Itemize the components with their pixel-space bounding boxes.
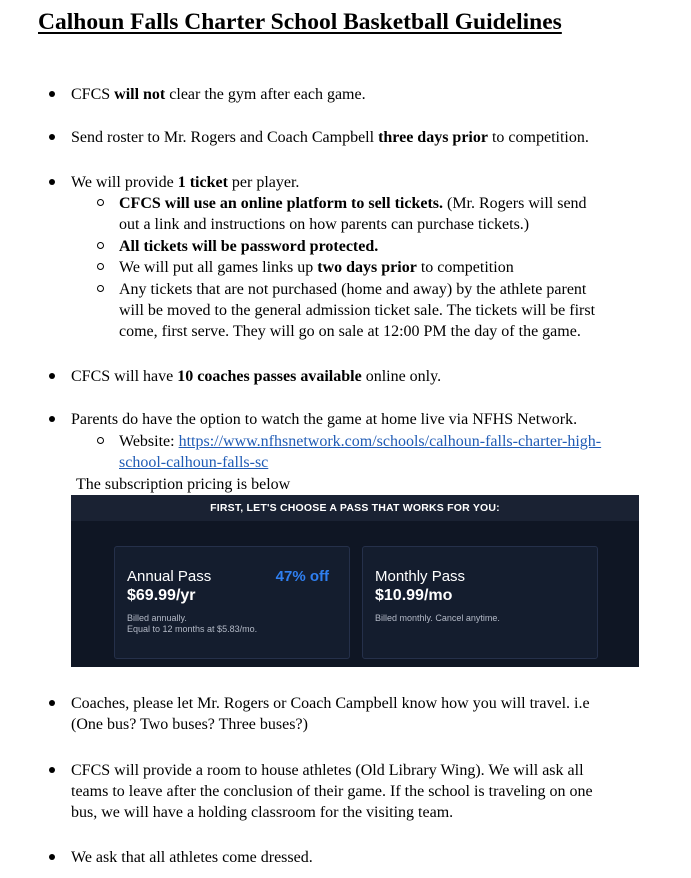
bullet-dot: [49, 854, 55, 860]
pricing-banner: [71, 495, 639, 667]
sub-online-platform: CFCS will use an online platform to sell tickets. (Mr. Rogers will send: [119, 195, 587, 212]
sub-unpurchased-cont: come, first serve. They will go on sale at 12:00 PM the day of the game.: [119, 323, 581, 340]
monthly-pass-price: $10.99/mo: [375, 587, 453, 604]
bullet-dot: [49, 179, 55, 185]
nfhs-link[interactable]: https://www.nfhsnetwork.com/schools/calhoun-falls-charter-high-: [178, 433, 602, 450]
annual-pass-name: Annual Pass: [127, 568, 212, 585]
sub-website-cont: [119, 452, 268, 473]
annual-pass-badge: 47% off: [275, 568, 329, 585]
guideline-room-cont: bus, we will have a holding classroom for the visiting team.: [71, 804, 454, 821]
guideline-room: CFCS will provide a room to house athletes (Old Library Wing). We will ask all: [71, 762, 584, 779]
pricing-note: The subscription pricing is below: [76, 476, 291, 493]
sub-game-links: We will put all games links up two days prior to competition: [119, 259, 514, 276]
monthly-pass-card: [362, 546, 598, 659]
sub-bullet-circle: [97, 285, 104, 292]
sub-password: All tickets will be password protected.: [119, 238, 379, 255]
sub-online-platform-cont: out a link and instructions on how parents can purchase tickets.): [119, 216, 530, 233]
annual-pass-price: $69.99/yr: [127, 587, 196, 604]
bullet-dot: [49, 416, 55, 422]
sub-bullet-circle: [97, 242, 104, 249]
guideline-coach-passes: CFCS will have 10 coaches passes available online only.: [71, 368, 442, 385]
nfhs-link-cont[interactable]: school-calhoun-falls-sc: [119, 454, 269, 471]
bullet-dot: [49, 700, 55, 706]
sub-website: Website: https://www.nfhsnetwork.com/schools/calhoun-falls-charter-high-: [119, 433, 602, 450]
monthly-pass-note: Billed monthly. Cancel anytime.: [375, 613, 500, 623]
bullet-dot: [49, 373, 55, 379]
sub-unpurchased-cont: will be moved to the general admission ticket sale. The tickets will be first: [119, 302, 596, 319]
guideline-gym: CFCS will not clear the gym after each game.: [71, 86, 366, 103]
guideline-tickets: We will provide 1 ticket per player.: [71, 174, 300, 191]
document-title: Calhoun Falls Charter School Basketball Guidelines: [38, 9, 562, 35]
bullet-dot: [49, 91, 55, 97]
bullet-dot: [49, 134, 55, 140]
monthly-pass-name: Monthly Pass: [375, 568, 466, 585]
sub-bullet-circle: [97, 437, 104, 444]
sub-bullet-circle: [97, 199, 104, 206]
guideline-dressed: We ask that all athletes come dressed.: [71, 849, 313, 866]
guideline-nfhs: Parents do have the option to watch the game at home live via NFHS Network.: [71, 411, 578, 428]
guideline-travel-cont: (One bus? Two buses? Three buses?): [71, 716, 308, 733]
sub-unpurchased: Any tickets that are not purchased (home and away) by the athlete parent: [119, 281, 587, 298]
banner-heading: FIRST, LET'S CHOOSE A PASS THAT WORKS FOR YOU:: [71, 495, 639, 521]
guideline-roster: Send roster to Mr. Rogers and Coach Campbell three days prior to competition.: [71, 129, 589, 146]
annual-pass-card: [114, 546, 350, 659]
guideline-travel: Coaches, please let Mr. Rogers or Coach Campbell know how you will travel. i.e: [71, 695, 590, 712]
guideline-room-cont: teams to leave after the conclusion of their game. If the school is traveling on one: [71, 783, 593, 800]
sub-bullet-circle: [97, 263, 104, 270]
bullet-dot: [49, 767, 55, 773]
annual-pass-note: Billed annually. Equal to 12 months at $5.83/mo.: [127, 613, 258, 634]
